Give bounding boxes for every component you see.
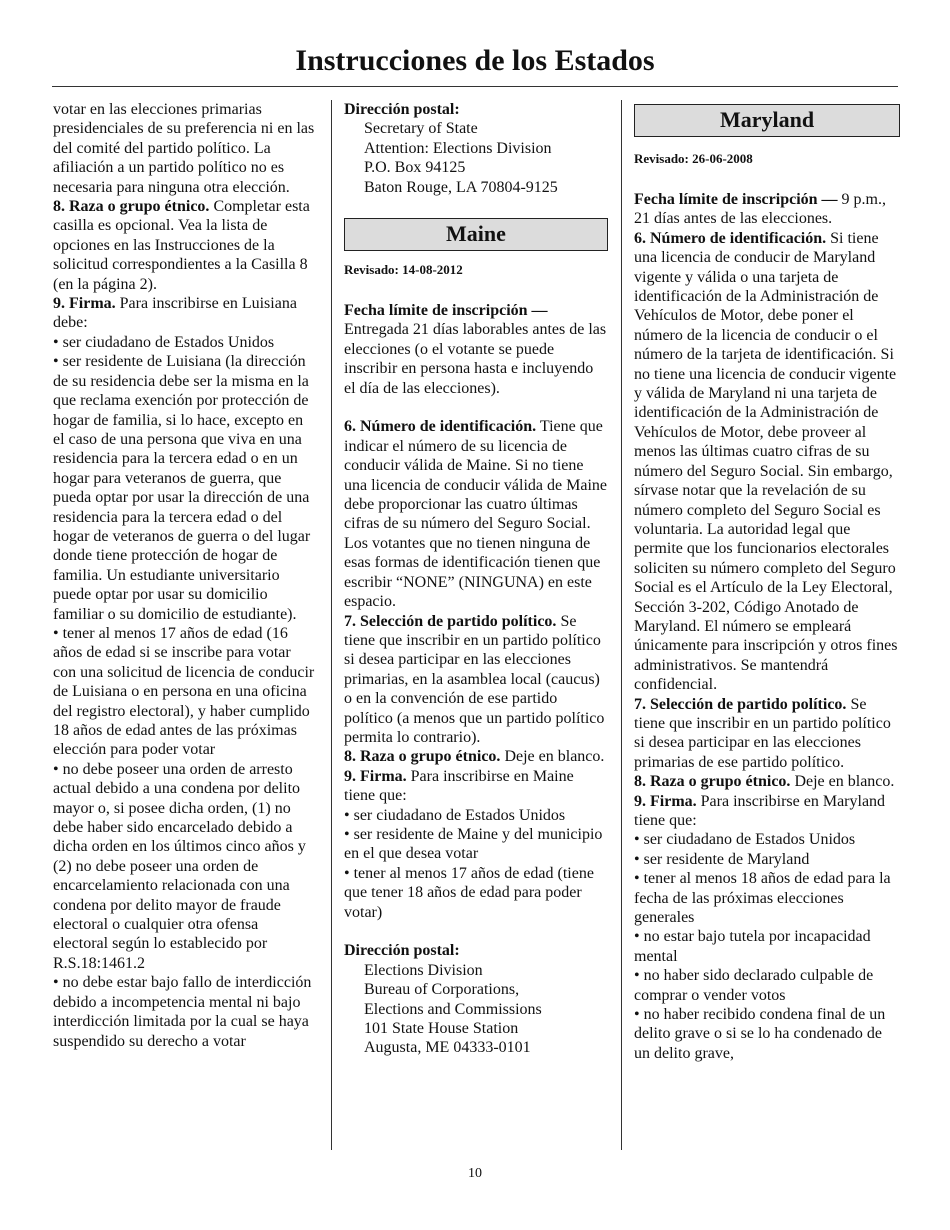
item-6-id-number — [634, 229, 900, 695]
column-louisiana — [53, 100, 317, 1051]
mailing-address — [344, 119, 608, 197]
item-8-ethnicity — [344, 747, 608, 766]
item-label: 7. Selección de partido político. — [634, 695, 847, 713]
address-line: P.O. Box 94125 — [364, 159, 466, 177]
address-line: Baton Rouge, LA 70804-9125 — [364, 178, 558, 196]
item-label: 9. Firma. — [53, 295, 116, 313]
item-label: 7. Selección de partido político. — [344, 612, 557, 630]
item-text: Si tiene una licencia de conducir de Maryland vigente y válida o una tarjeta de identificación de la Administración de Vehículos de Motor, debe poner el número de la licencia de conducir o el número de la tarjeta de identificación. Si no tiene una licencia de conducir vigente y válida de Maryland ni una tarjeta de identificación de la Administración de Vehículos de Motor, debe proveer al menos las últimas cuatro cifras de su número del Seguro Social. Sin embargo, sírvase notar que la revelación de su número completo del Seguro Social es voluntaria. La autoridad legal que permite que los funcionarios electorales soliciten su número completo del Seguro Social es el Artículo de la Ley Electoral, Sección 3-202, Código Anotado de Maryland. El número se empleará únicamente para inscripción y otros fines administrativos. Se mantendrá confidencial. — [634, 229, 898, 694]
item-9-signature — [634, 792, 900, 831]
item-6-id-number — [344, 417, 608, 611]
item-text: Deje en blanco. — [790, 773, 895, 791]
mailing-address-heading: Dirección postal: — [344, 942, 460, 960]
address-line: 101 State House Station — [364, 1020, 519, 1038]
registration-deadline — [344, 301, 608, 398]
requirement-bullet: • ser ciudadano de Estados Unidos — [344, 806, 566, 824]
item-label: 8. Raza o grupo étnico. — [634, 773, 791, 791]
item-text: Para inscribirse en Luisiana debe: — [53, 295, 297, 332]
item-label: 6. Número de identificación. — [634, 229, 827, 247]
requirement-bullet: • ser residente de Luisiana (la dirección de su residencia debe ser la misma en la que reclama exención por protección de hogar de familia, si lo hace, excepto en el caso de una persona que viva en una residencia para la tercera edad o en un hogar para veteranos de guerra, que pueda optar por usar la dirección de una residencia para la tercera edad o del hogar de veteranos de guerra o del lugar donde tiene protección de hogar de familia. Un estudiante universitario puede optar por usar su domicilio familiar o su domicilio de estudiante). — [53, 353, 311, 623]
requirement-bullet: • no haber sido declarado culpable de comprar o vender votos — [634, 967, 874, 1004]
item-text: Entregada 21 días laborables antes de las elecciones (o el votante se puede inscribir en persona hasta e incluyendo el día de las elecciones). — [344, 321, 607, 397]
item-label: 9. Firma. — [344, 767, 407, 785]
item-text: Completar esta casilla es opcional. Vea la lista de opciones en las Instrucciones de la solicitud correspondientes a la Casilla 8 (en la página 2). — [53, 198, 310, 293]
requirement-bullet: • ser ciudadano de Estados Unidos — [634, 831, 856, 849]
item-7-party — [344, 612, 608, 748]
item-text: Se tiene que inscribir en un partido político si desea participar en las elecciones primarias, en la asamblea local (caucus) o en la convención de ese partido político (a menos que un partido político permita lo contrario). — [344, 612, 605, 746]
item-text: Se tiene que inscribir en un partido político si desea participar en las elecciones primarias de ese partido político. — [634, 695, 891, 771]
item-label: 8. Raza o grupo étnico. — [53, 198, 210, 216]
requirement-bullet: • ser residente de Maryland — [634, 850, 810, 868]
registration-deadline — [634, 190, 900, 229]
column-maryland — [634, 100, 900, 1063]
item-label: 8. Raza o grupo étnico. — [344, 748, 501, 766]
mailing-address — [344, 961, 608, 1058]
requirement-bullet: • tener al menos 18 años de edad para la fecha de las próximas elecciones generales — [634, 870, 891, 927]
item-label: 6. Número de identificación. — [344, 418, 537, 436]
address-line: Attention: Elections Division — [364, 139, 552, 157]
item-text: Deje en blanco. — [500, 748, 605, 766]
requirement-bullet: • tener al menos 17 años de edad (16 años de edad si se inscribe para votar con una solicitud de licencia de conducir de Luisiana o en persona en una oficina del registro electoral), y haber cumplido 18 años de edad antes de las próximas elección para poder votar — [53, 624, 315, 759]
title-divider — [52, 86, 898, 87]
item-8-ethnicity — [53, 197, 317, 294]
item-9-signature — [53, 294, 317, 333]
item-label: Fecha límite de inscripción — — [344, 302, 548, 320]
item-text: Para inscribirse en Maryland tiene que: — [634, 792, 886, 829]
address-line: Elections Division — [364, 961, 483, 979]
requirement-bullet: • no haber recibido condena final de un delito grave o si se lo ha condenado de un delito grave, — [634, 1006, 886, 1062]
requirement-bullet: • tener al menos 17 años de edad (tiene que tener 18 años de edad para poder votar) — [344, 864, 594, 921]
mailing-address-heading: Dirección postal: — [344, 101, 460, 118]
item-text: Tiene que indicar el número de su licencia de conducir válida de Maine. Si no tiene una licencia de conducir válida de Maine debe proporcionar las cuatro últimas cifras de su número del Seguro Social. Los votantes que no tienen ninguna de esas formas de identificación tienen que escribir “NONE” (NINGUNA) en este espacio. — [344, 418, 607, 611]
column-divider — [621, 100, 622, 1150]
item-text: 9 p.m., 21 días antes de las elecciones. — [634, 191, 886, 228]
address-line: Elections and Commissions — [364, 1000, 542, 1018]
requirement-bullet: • no debe estar bajo fallo de interdicción debido a incompetencia mental ni bajo interdicción limitada por la cual se haya suspendido su derecho a votar — [53, 974, 312, 1050]
revised-date: Revisado: 14-08-2012 — [344, 262, 463, 278]
address-line: Bureau of Corporations, — [364, 981, 520, 999]
page-title: Instrucciones de los Estados — [295, 44, 655, 77]
state-heading-maryland: Maryland — [634, 104, 900, 137]
item-8-ethnicity — [634, 772, 900, 791]
requirement-bullet: • ser residente de Maine y del municipio en el que desea votar — [344, 825, 603, 863]
item-label: Fecha límite de inscripción — — [634, 191, 838, 208]
column-divider — [331, 100, 332, 1150]
requirement-bullet: • ser ciudadano de Estados Unidos — [53, 333, 275, 351]
item-label: 9. Firma. — [634, 792, 697, 810]
requirement-bullet: • no debe poseer una orden de arresto actual debido a una condena por delito mayor o, si posee dicha orden, (1) no debe haber sido encarcelado debido a dicha orden en los últimos cinco años y (2) no debe poseer una orden de encarcelamiento relacionada con una condena por delito mayor de fraude electoral o cualquier otra ofensa electoral según lo establecido por R.S.18:1461.2 — [53, 760, 306, 972]
column-maine — [344, 100, 608, 1058]
mailing-address-label — [344, 941, 608, 960]
address-line: Secretary of State — [364, 120, 478, 138]
address-line: Augusta, ME 04333-0101 — [364, 1039, 531, 1057]
page-number: 10 — [468, 1166, 482, 1181]
mailing-address-label — [344, 100, 608, 119]
item-9-signature — [344, 767, 608, 806]
item-text: Para inscribirse en Maine tiene que: — [344, 767, 574, 805]
state-heading-maine: Maine — [344, 218, 608, 251]
requirement-bullet: • no estar bajo tutela por incapacidad mental — [634, 928, 871, 965]
item-7-party — [634, 695, 900, 773]
revised-date: Revisado: 26-06-2008 — [634, 151, 753, 166]
primary-elections-text: votar en las elecciones primarias presidenciales de su preferencia ni en las del comité del partido político. La afiliación a un partido político no es necesaria para ninguna otra elección. — [53, 101, 315, 196]
